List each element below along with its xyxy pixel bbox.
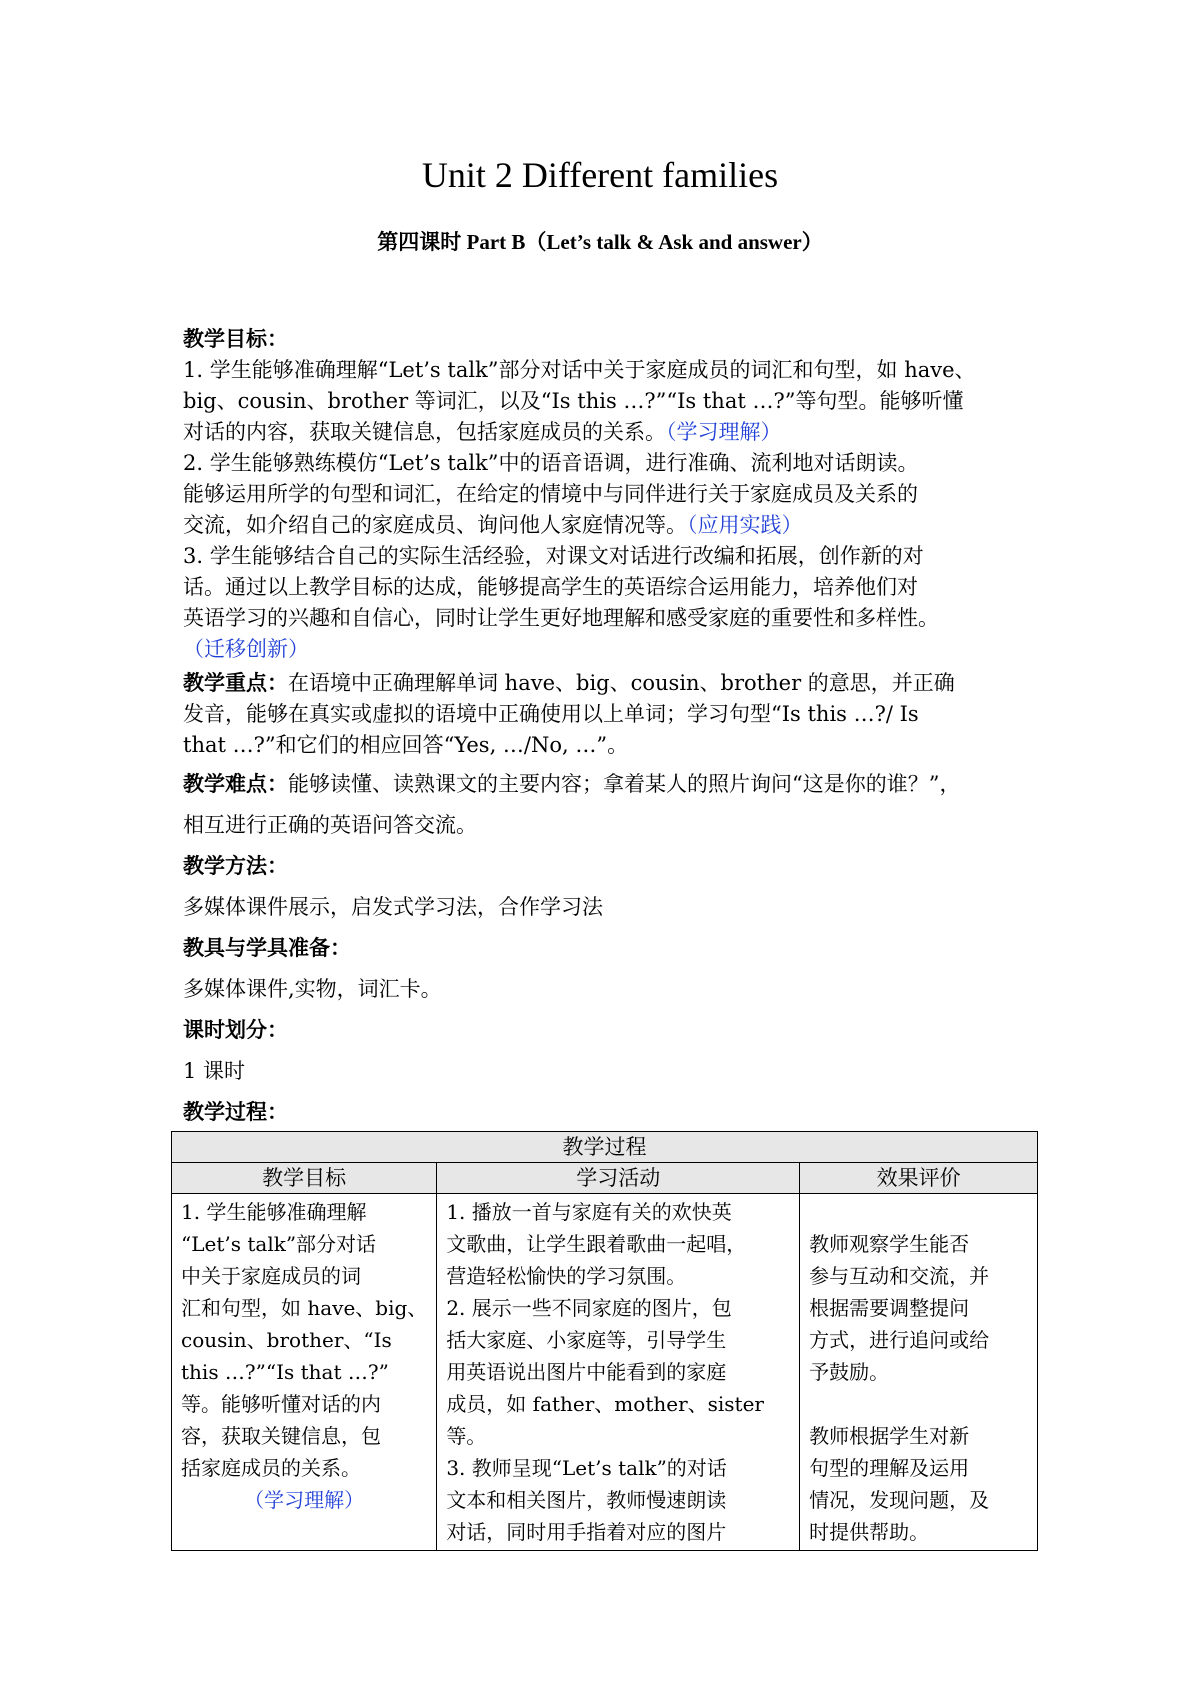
key-points-line: that …?”和它们的相应回答“Yes, …/No, …”。	[183, 733, 629, 757]
key-points-text: 在语境中正确理解单词 have、big、cousin、brother 的意思，并正确	[288, 671, 955, 695]
cell-line: 3. 教师呈现“Let’s talk”的对话	[446, 1456, 727, 1480]
cell-line: 根据需要调整提问	[809, 1296, 970, 1320]
cell-line: 对话，同时用手指着对应的图片	[446, 1520, 727, 1544]
objective-tag: （迁移创新）	[183, 637, 309, 661]
cell-line: 时提供帮助。	[809, 1520, 930, 1544]
schedule-text: 1 课时	[183, 1059, 246, 1083]
column-header-activities: 学习活动	[437, 1163, 800, 1194]
column-header-objectives: 教学目标	[172, 1163, 437, 1194]
objective-text: 交流，如介绍自己的家庭成员、询问他人家庭情况等。	[183, 513, 687, 537]
cell-line: 等。能够听懂对话的内	[181, 1392, 381, 1416]
cell-line	[809, 1196, 1028, 1228]
cell-tag: （学习理解）	[244, 1488, 365, 1512]
schedule-heading: 课时划分：	[183, 1018, 288, 1042]
process-heading: 教学过程：	[183, 1100, 288, 1124]
activities-cell	[437, 1194, 800, 1551]
objectives-section	[183, 324, 1043, 1128]
cell-line: this …?”“Is that …?”	[181, 1360, 389, 1384]
objective-line: 英语学习的兴趣和自信心，同时让学生更好地理解和感受家庭的重要性和多样性。	[183, 606, 939, 630]
table-title-row	[172, 1132, 1038, 1163]
key-points-heading: 教学重点：	[183, 671, 288, 695]
cell-line: 文歌曲，让学生跟着歌曲一起唱，	[446, 1232, 747, 1256]
methods-heading: 教学方法：	[183, 854, 288, 878]
cell-line: 括大家庭、小家庭等，引导学生	[446, 1328, 727, 1352]
cell-line: 1. 播放一首与家庭有关的欢快英	[446, 1200, 732, 1224]
difficulties-heading: 教学难点：	[183, 772, 288, 796]
cell-line: 文本和相关图片，教师慢速朗读	[446, 1488, 727, 1512]
objective-tag: （学习理解）	[666, 420, 782, 444]
objective-text: 对话的内容，获取关键信息，包括家庭成员的关系。	[183, 420, 666, 444]
cell-line: 情况，发现问题，及	[809, 1488, 990, 1512]
difficulties-text: 能够读懂、读熟课文的主要内容；拿着某人的照片询问“这是你的谁？”，	[288, 772, 961, 796]
objective-line: 3. 学生能够结合自己的实际生活经验，对课文对话进行改编和拓展，创作新的对	[183, 544, 924, 568]
objective-line: 1. 学生能够准确理解“Let’s talk”部分对话中关于家庭成员的词汇和句型，如 have、	[183, 358, 976, 382]
materials-text: 多媒体课件,实物，词汇卡。	[183, 977, 442, 1001]
cell-line: cousin、brother、“Is	[181, 1328, 392, 1352]
cell-line: 教师观察学生能否	[809, 1232, 970, 1256]
document-title: Unit 2 Different families	[421, 155, 779, 195]
cell-line: 容，获取关键信息，包	[181, 1424, 381, 1448]
cell-line: 参与互动和交流，并	[809, 1264, 990, 1288]
lesson-subtitle: 第四课时 Part B（Let’s talk & Ask and answer）	[377, 230, 823, 254]
objective-line	[183, 510, 1043, 541]
key-points-line	[183, 668, 1043, 699]
cell-line: 中关于家庭成员的词	[181, 1264, 361, 1288]
cell-line: 1. 学生能够准确理解	[181, 1200, 367, 1224]
process-table	[171, 1131, 1038, 1551]
cell-line	[809, 1388, 1028, 1420]
cell-line: 2. 展示一些不同家庭的图片，包	[446, 1296, 732, 1320]
cell-line: “Let’s talk”部分对话	[181, 1232, 377, 1256]
objective-line: 2. 学生能够熟练模仿“Let’s talk”中的语音语调，进行准确、流利地对话朗读。	[183, 451, 919, 475]
cell-line: 汇和句型，如 have、big、	[181, 1296, 428, 1320]
cell-line: 句型的理解及运用	[809, 1456, 970, 1480]
difficulties-line	[183, 769, 1043, 800]
objectives-cell	[172, 1194, 437, 1551]
cell-line: 教师根据学生对新	[809, 1424, 970, 1448]
cell-line: 予鼓励。	[809, 1360, 890, 1384]
table-header-row	[172, 1163, 1038, 1194]
table-row	[172, 1194, 1038, 1551]
materials-heading: 教具与学具准备：	[183, 936, 351, 960]
cell-line: 括家庭成员的关系。	[181, 1456, 361, 1480]
objective-line: big、cousin、brother 等词汇，以及“Is this …?”“Is that …?”等句型。能够听懂	[183, 389, 964, 413]
table-title: 教学过程	[172, 1132, 1038, 1163]
key-points-line: 发音，能够在真实或虚拟的语境中正确使用以上单词；学习句型“Is this …?/ Is	[183, 702, 919, 726]
objective-line: 能够运用所学的句型和词汇，在给定的情境中与同伴进行关于家庭成员及关系的	[183, 482, 918, 506]
cell-line: 用英语说出图片中能看到的家庭	[446, 1360, 727, 1384]
objective-line: 话。通过以上教学目标的达成，能够提高学生的英语综合运用能力，培养他们对	[183, 575, 918, 599]
cell-line: 营造轻松愉快的学习氛围。	[446, 1264, 687, 1288]
objective-tag: （应用实践）	[687, 513, 803, 537]
cell-line: 等。	[446, 1424, 487, 1448]
column-header-evaluation: 效果评价	[800, 1163, 1038, 1194]
objectives-heading: 教学目标：	[183, 327, 288, 351]
cell-line: 成员，如 father、mother、sister	[446, 1392, 764, 1416]
cell-line: 方式，进行追问或给	[809, 1328, 990, 1352]
evaluation-cell	[800, 1194, 1038, 1551]
objective-line	[183, 417, 1043, 448]
methods-text: 多媒体课件展示，启发式学习法，合作学习法	[183, 895, 603, 919]
difficulties-line: 相互进行正确的英语问答交流。	[183, 813, 477, 837]
